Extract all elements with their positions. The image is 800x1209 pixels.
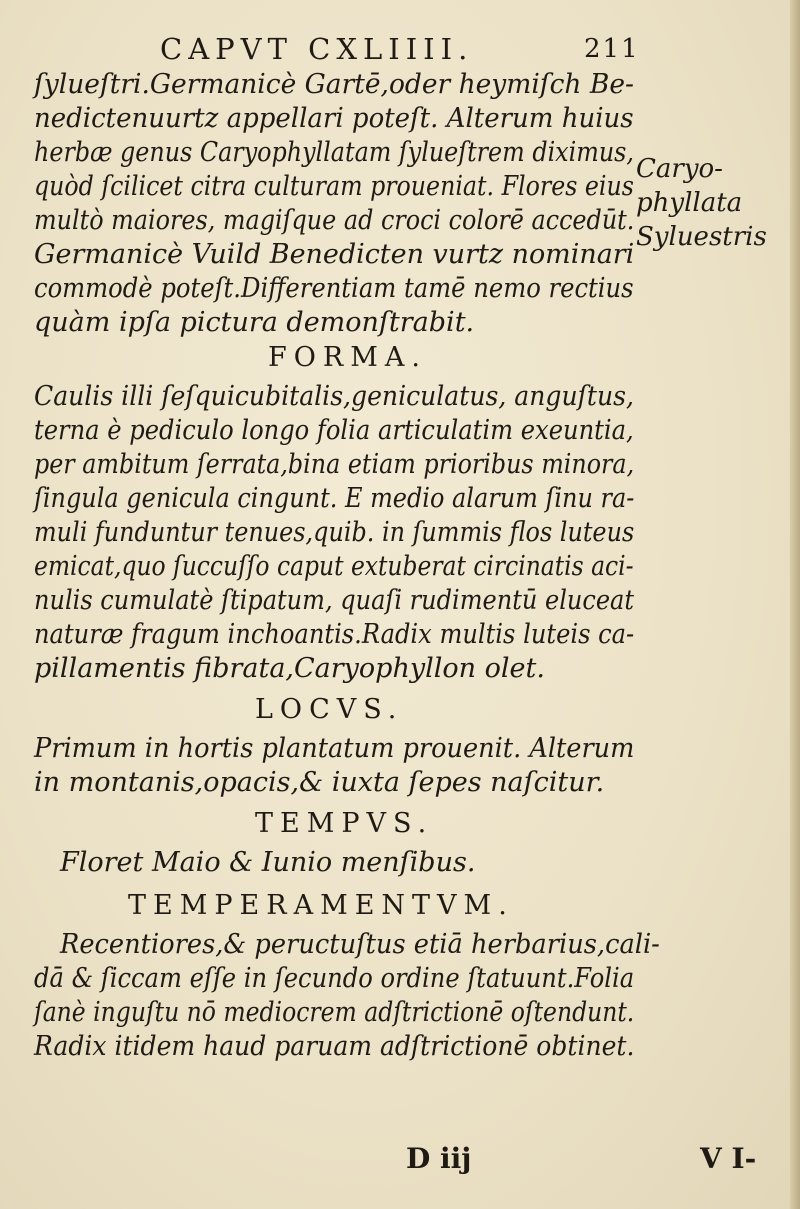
text-line: Recentiores,& peructuſtus etiā herbarius,cali- (60, 929, 660, 960)
text-line: commodè poteſt.Differentiam tamē nemo rectius (34, 273, 634, 304)
text-line: terna è pediculo longo folia articulatim exeuntia, (34, 415, 634, 446)
running-head: CAPVT CXLIIII. (160, 32, 474, 66)
text-line: herbæ genus Caryophyllatam ſylueſtrem diximus, (34, 137, 634, 168)
section-heading-tempus: TEMPVS. (255, 808, 434, 839)
text-line: nulis cumulatè ſtipatum, quaſi rudimentū eluceat (34, 585, 635, 616)
text-line: Radix itidem haud paruam adſtrictionē obtinet. (34, 1031, 635, 1062)
text-line: in montanis,opacis,& iuxta ſepes naſcitur. (34, 767, 605, 798)
margin-note-line: Syluestris (636, 222, 767, 252)
catchword: V I- (700, 1142, 757, 1175)
text-line: naturæ fragum inchoantis.Radix multis luteis ca- (34, 619, 635, 650)
text-line: quòd ſcilicet citra culturam proueniat. Flores eius (34, 171, 634, 202)
text-line: ſanè inguſtu nō mediocrem adſtrictionē oſtendunt. (34, 997, 635, 1028)
margin-note-line: Caryo- (636, 154, 723, 184)
text-line: Caulis illi ſeſquicubitalis,geniculatus, anguſtus, (34, 381, 634, 412)
text-line: multò maiores, magiſque ad croci colorē accedūt. (34, 205, 635, 236)
signature-mark: D iij (406, 1142, 472, 1175)
text-line: Floret Maio & Iunio menſibus. (60, 847, 476, 878)
text-line: muli funduntur tenues,quib. in ſummis flos luteus (34, 517, 635, 548)
section-heading-locus: LOCVS. (255, 694, 404, 725)
text-line: emicat,quo ſuccuſſo caput extuberat circinatis aci- (34, 551, 634, 582)
text-line: per ambitum ſerrata,bina etiam prioribus minora, (34, 449, 635, 480)
text-line: ſylueſtri.Germanicè Gartē,oder heymiſch Be- (34, 69, 634, 100)
section-heading-forma: FORMA. (268, 342, 427, 373)
margin-note-line: phyllata (636, 188, 743, 218)
page-edge (790, 0, 800, 1209)
text-line: dā & ſiccam eſſe in ſecundo ordine ſtatuunt.Folia (34, 963, 635, 994)
text-line: pillamentis fibrata,Caryophyllon olet. (34, 653, 545, 684)
text-line: quàm ipſa pictura demonſtrabit. (34, 307, 475, 338)
text-line: nedictenuurtz appellari poteſt. Alterum huius (34, 103, 634, 134)
text-line: Primum in hortis plantatum prouenit. Alterum (34, 733, 635, 764)
folio-number: 211 (584, 34, 640, 64)
text-line: ſingula genicula cingunt. E medio alarum ſinu ra- (34, 483, 635, 514)
text-line: Germanicè Vuild Benedicten vurtz nominari (34, 239, 635, 270)
section-heading-temperamentum: TEMPERAMENTVM. (128, 890, 514, 921)
